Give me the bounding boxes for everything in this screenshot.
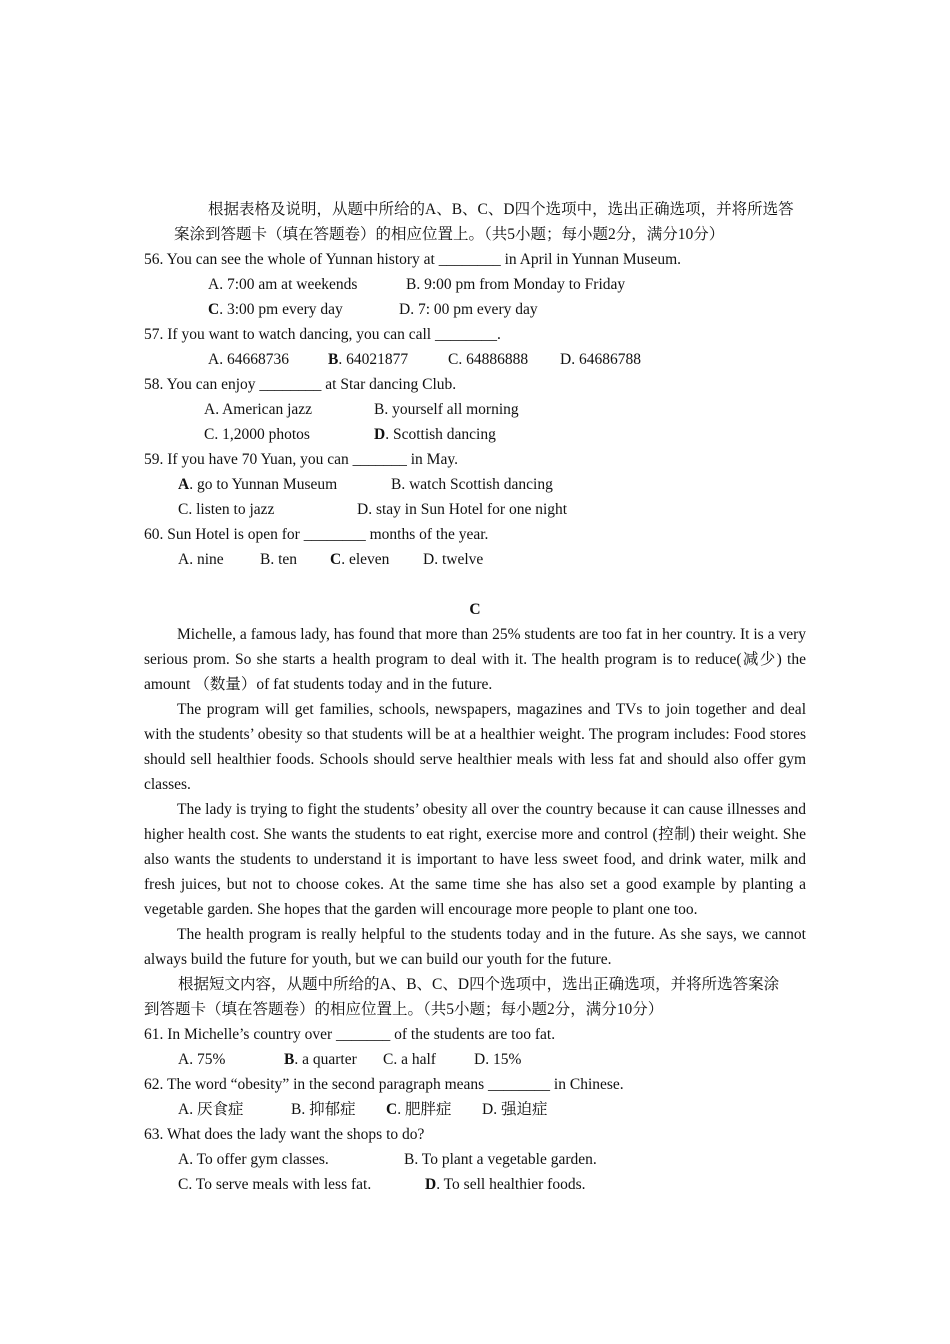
question-62-options-row bbox=[144, 1097, 806, 1122]
option-c: C. To serve meals with less fat. bbox=[178, 1176, 372, 1193]
question-63-options-row bbox=[144, 1147, 806, 1172]
option-d: D. Scottish dancing bbox=[374, 426, 496, 443]
question-61-stem: 61. In Michelle’s country over _______ of the students are too fat. bbox=[144, 1026, 556, 1043]
option-d: D. twelve bbox=[423, 551, 484, 568]
option-c: C. 1,2000 photos bbox=[204, 426, 310, 443]
instructions-line: 案涂到答题卡（填在答题卷）的相应位置上。（共5小题；每小题2分，满分10分） bbox=[174, 226, 725, 243]
question-62-stem: 62. The word “obesity” in the second paragraph means ________ in Chinese. bbox=[144, 1076, 624, 1093]
option-a: A. 75% bbox=[178, 1051, 226, 1068]
option-b: B. 9:00 pm from Monday to Friday bbox=[406, 276, 626, 293]
passage-paragraph: The health program is really helpful to the students today and in the future. As she says, we cannot always build the future for youth, but we can build our youth for the future. bbox=[144, 926, 806, 968]
option-b: B. a quarter bbox=[284, 1051, 357, 1068]
question-56-options-row bbox=[144, 272, 806, 297]
option-b: B. ten bbox=[260, 551, 298, 568]
exam-page bbox=[144, 197, 806, 1197]
question-59-options-row bbox=[144, 472, 806, 497]
passage-paragraph: The lady is trying to fight the students’ obesity all over the country because it can cause illnesses and higher health cost. She wants the students to eat right, exercise more and control (控制) their weight. She also wants the students to understand it is important to have less sweet food, and drink water, milk and fresh juices, but not to choose cokes. At the same time she has also set a good example by planting a vegetable garden. She hopes that the garden will encourage more people to plant one too. bbox=[144, 801, 806, 918]
option-d: D. 强迫症 bbox=[482, 1101, 548, 1118]
question-57-options-row bbox=[144, 347, 806, 372]
option-d: D. 15% bbox=[474, 1051, 522, 1068]
option-b: B. watch Scottish dancing bbox=[391, 476, 553, 493]
question-56-options-row bbox=[144, 297, 806, 322]
option-d: D. 64686788 bbox=[560, 351, 641, 368]
option-c: C. listen to jazz bbox=[178, 501, 275, 518]
option-b: B. 64021877 bbox=[328, 351, 409, 368]
question-59-options-row bbox=[144, 497, 806, 522]
option-a: A. 64668736 bbox=[208, 351, 289, 368]
option-a: A. 7:00 am at weekends bbox=[208, 276, 358, 293]
option-b: B. 抑郁症 bbox=[291, 1101, 356, 1118]
instructions-line: 到答题卡（填在答题卷）的相应位置上。（共5小题；每小题2分，满分10分） bbox=[144, 1001, 664, 1018]
question-58-options-row bbox=[144, 397, 806, 422]
question-60-stem: 60. Sun Hotel is open for ________ months of the year. bbox=[144, 526, 489, 543]
option-c: C. 3:00 pm every day bbox=[208, 301, 343, 318]
option-b: B. yourself all morning bbox=[374, 401, 519, 418]
option-d: D. To sell healthier foods. bbox=[425, 1176, 586, 1193]
option-a: A. American jazz bbox=[204, 401, 313, 418]
question-63-stem: 63. What does the lady want the shops to do? bbox=[144, 1126, 425, 1143]
option-c: C. eleven bbox=[330, 551, 390, 568]
option-c: C. 64886888 bbox=[448, 351, 529, 368]
question-60-options-row bbox=[144, 547, 806, 572]
option-d: D. 7: 00 pm every day bbox=[399, 301, 538, 318]
passage-paragraph: Michelle, a famous lady, has found that more than 25% students are too fat in her country. It is a very serious prom. So she starts a health program to deal with it. The health program is to reduce(减少) the amount （数量）of fat students today and in the future. bbox=[144, 626, 806, 693]
instructions-line: 根据短文内容，从题中所给的A、B、C、D四个选项中，选出正确选项，并将所选答案涂 bbox=[178, 976, 780, 993]
question-58-stem: 58. You can enjoy ________ at Star dancing Club. bbox=[144, 376, 457, 393]
question-63-options-row bbox=[144, 1172, 806, 1197]
option-a: A. To offer gym classes. bbox=[178, 1151, 329, 1168]
option-d: D. stay in Sun Hotel for one night bbox=[357, 501, 568, 518]
question-57-stem: 57. If you want to watch dancing, you can call ________. bbox=[144, 326, 501, 343]
option-a: A. go to Yunnan Museum bbox=[178, 476, 338, 493]
question-56-stem: 56. You can see the whole of Yunnan history at ________ in April in Yunnan Museum. bbox=[144, 251, 681, 268]
option-b: B. To plant a vegetable garden. bbox=[404, 1151, 597, 1168]
option-c: C. a half bbox=[383, 1051, 436, 1068]
passage-paragraph: The program will get families, schools, newspapers, magazines and TVs to join together and deal with the students’ obesity so that students will be at a healthier weight. The program includes: Food stores should sell healthier foods. Schools should serve healthier meals with less fat and should also offer gym classes. bbox=[144, 701, 806, 793]
section-title: C bbox=[469, 601, 481, 618]
question-61-options-row bbox=[144, 1047, 806, 1072]
option-c: C. 肥胖症 bbox=[386, 1101, 452, 1118]
question-58-options-row bbox=[144, 422, 806, 447]
question-59-stem: 59. If you have 70 Yuan, you can _______ in May. bbox=[144, 451, 458, 468]
instructions-line: 根据表格及说明，从题中所给的A、B、C、D四个选项中，选出正确选项，并将所选答 bbox=[208, 201, 794, 218]
option-a: A. 厌食症 bbox=[178, 1101, 244, 1118]
option-a: A. nine bbox=[178, 551, 224, 568]
